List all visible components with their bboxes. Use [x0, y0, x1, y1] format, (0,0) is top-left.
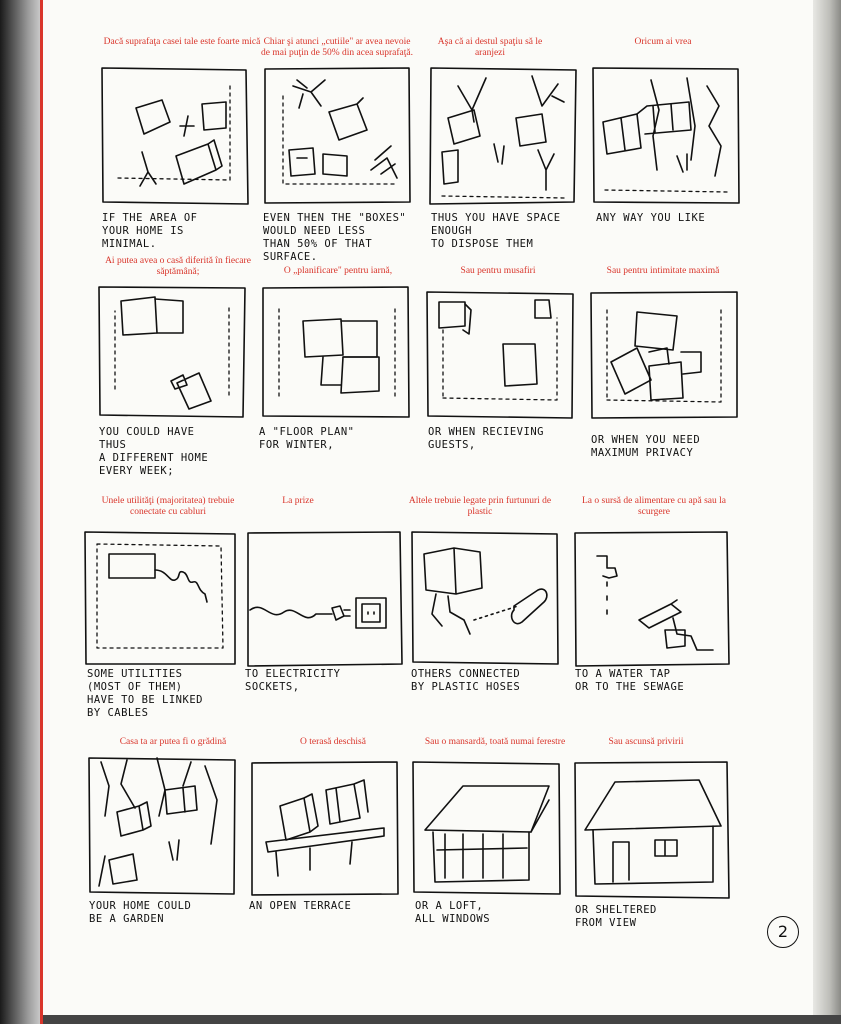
caption-en-13: YOUR HOME COULD BE A GARDEN: [89, 900, 192, 925]
sketch-privacy: [589, 290, 739, 420]
caption-ro-11: Altele trebuie legate prin furtunuri de plastic: [408, 496, 552, 517]
facing-page-edge: [813, 0, 841, 1024]
caption-en-8: OR WHEN YOU NEED MAXIMUM PRIVACY: [591, 434, 701, 459]
sketch-sockets: [246, 530, 404, 666]
caption-en-9: SOME UTILITIES (MOST OF THEM) HAVE TO BE LINKED BY CABLES: [87, 668, 203, 719]
caption-en-12: TO A WATER TAP OR TO THE SEWAGE: [575, 668, 685, 693]
caption-ro-1: Dacă suprafaţa casei tale este foarte mică: [103, 37, 261, 47]
sketch-hoses: [410, 530, 560, 666]
caption-ro-2: Chiar şi atunci „cutiile" ar avea nevoie de mai puţin de 50% din acea suprafaţă.: [261, 37, 413, 58]
caption-ro-10: La prize: [282, 496, 314, 506]
caption-ro-4: Oricum ai vrea: [634, 37, 692, 47]
caption-en-10: TO ELECTRICITY SOCKETS,: [245, 668, 341, 693]
sketch-water-tap: [573, 530, 731, 666]
page-number: 2: [767, 916, 799, 948]
caption-ro-15: Sau o mansardă, toată numai ferestre: [424, 737, 566, 747]
caption-en-3: THUS YOU HAVE SPACE ENOUGH TO DISPOSE THEM: [431, 212, 561, 250]
caption-en-5: YOU COULD HAVE THUS A DIFFERENT HOME EVERY WEEK;: [99, 426, 209, 477]
caption-en-16: OR SHELTERED FROM VIEW: [575, 904, 657, 929]
caption-en-11: OTHERS CONNECTED BY PLASTIC HOSES: [411, 668, 521, 693]
caption-en-14: AN OPEN TERRACE: [249, 900, 352, 912]
sketch-boxes-area: [263, 66, 413, 206]
caption-en-4: ANY WAY YOU LIKE: [596, 212, 706, 224]
sketch-sheltered: [573, 760, 731, 900]
caption-ro-3: Aşa că ai destul spaţiu să le aranjezi: [437, 37, 543, 58]
sketch-minimal-area: [100, 66, 250, 206]
caption-ro-16: Sau ascunsă privirii: [608, 737, 684, 747]
book-spine-shadow: [0, 0, 40, 1024]
caption-en-2: EVEN THEN THE "BOXES" WOULD NEED LESS THAN 50% OF THAT SURFACE.: [263, 212, 407, 263]
sketch-winter-plan: [261, 285, 411, 419]
caption-ro-13: Casa ta ar putea fi o grădină: [119, 737, 227, 747]
caption-ro-6: O „planificare" pentru iarnă,: [283, 266, 393, 276]
sketch-terrace: [250, 760, 400, 896]
caption-ro-12: La o sursă de alimentare cu apă sau la scurgere: [581, 496, 727, 517]
sketch-garden: [87, 756, 237, 896]
caption-en-6: A "FLOOR PLAN" FOR WINTER,: [259, 426, 355, 451]
sketch-any-way: [591, 66, 741, 206]
page-bottom-shadow: [43, 1015, 841, 1024]
sketch-loft: [411, 760, 563, 896]
sketch-dispose-boxes: [428, 66, 578, 206]
caption-ro-5: Ai putea avea o casă diferită în fiecare săptămână;: [105, 256, 251, 277]
sketch-guests: [425, 290, 575, 420]
sketch-page: [43, 0, 813, 1015]
caption-ro-7: Sau pentru musafiri: [460, 266, 536, 276]
caption-en-15: OR A LOFT, ALL WINDOWS: [415, 900, 491, 925]
caption-en-1: IF THE AREA OF YOUR HOME IS MINIMAL.: [102, 212, 198, 250]
caption-ro-9: Unele utilităţi (majoritatea) trebuie conectate cu cabluri: [101, 496, 235, 517]
sketch-cables: [83, 530, 238, 666]
caption-ro-8: Sau pentru intimitate maximă: [606, 266, 720, 276]
sketch-different-home: [97, 285, 247, 419]
caption-en-7: OR WHEN RECIEVING GUESTS,: [428, 426, 544, 451]
caption-ro-14: O terasă deschisă: [300, 737, 366, 747]
